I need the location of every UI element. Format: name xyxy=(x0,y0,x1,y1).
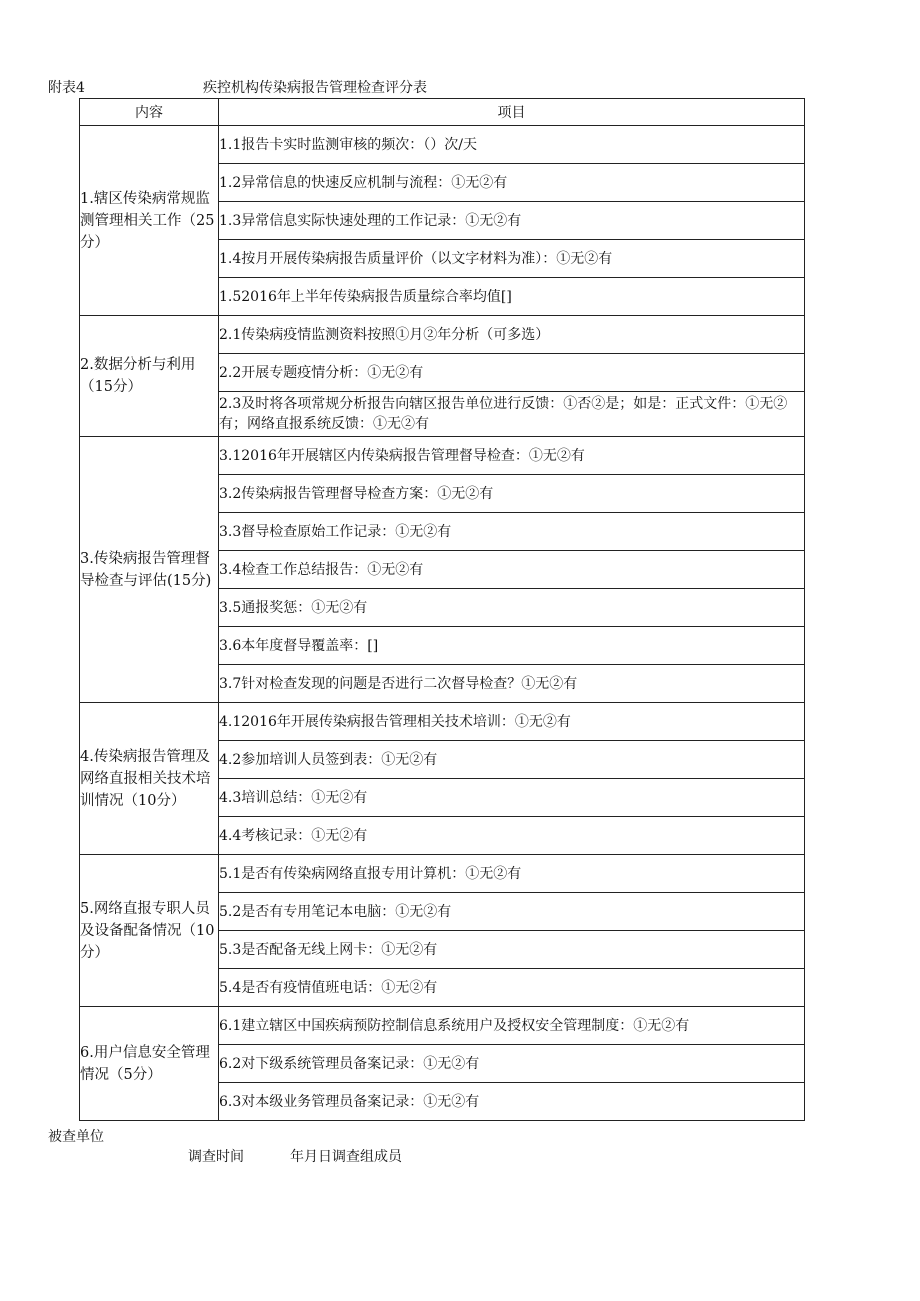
table-cell-item: 3.4检查工作总结报告：①无②有 xyxy=(219,551,805,589)
table-cell-item: 1.3异常信息实际快速处理的工作记录：①无②有 xyxy=(219,202,805,240)
table-cell-item: 1.52016年上半年传染病报告质量综合率均值[] xyxy=(219,278,805,316)
table-cell-item: 4.3培训总结：①无②有 xyxy=(219,779,805,817)
section-title: 5.网络直报专职人员及设备配备情况（10分） xyxy=(80,855,219,1007)
table-cell-item: 5.1是否有传染病网络直报专用计算机：①无②有 xyxy=(219,855,805,893)
table-cell-item: 3.2传染病报告管理督导检查方案：①无②有 xyxy=(219,475,805,513)
date-and-team-label: 年月日调查组成员 xyxy=(290,1149,402,1165)
form-title: 疾控机构传染病报告管理检查评分表 xyxy=(203,80,427,96)
survey-time-label: 调查时间 xyxy=(188,1149,244,1165)
table-cell-item: 6.2对下级系统管理员备案记录：①无②有 xyxy=(219,1045,805,1083)
inspected-unit-label: 被查单位 xyxy=(48,1129,104,1145)
score-table xyxy=(79,98,805,1121)
table-cell-item: 5.4是否有疫情值班电话：①无②有 xyxy=(219,969,805,1007)
table-cell-item: 2.1传染病疫情监测资料按照①月②年分析（可多选） xyxy=(219,316,805,354)
section-title: 2.数据分析与利用（15分） xyxy=(80,316,219,437)
table-cell-item: 1.1报告卡实时监测审核的频次：（）次/天 xyxy=(219,126,805,164)
table-cell-item: 3.5通报奖惩：①无②有 xyxy=(219,589,805,627)
table-cell-item: 3.3督导检查原始工作记录：①无②有 xyxy=(219,513,805,551)
section-title: 6.用户信息安全管理情况（5分） xyxy=(80,1007,219,1121)
column-header-content: 内容 xyxy=(80,99,219,126)
section-title: 4.传染病报告管理及网络直报相关技术培训情况（10分） xyxy=(80,703,219,855)
table-cell-item: 5.3是否配备无线上网卡：①无②有 xyxy=(219,931,805,969)
table-row xyxy=(80,316,805,354)
table-row xyxy=(80,855,805,893)
table-cell-item: 6.1建立辖区中国疾病预防控制信息系统用户及授权安全管理制度：①无②有 xyxy=(219,1007,805,1045)
table-cell-item: 4.4考核记录：①无②有 xyxy=(219,817,805,855)
table-cell-item: 4.2参加培训人员签到表：①无②有 xyxy=(219,741,805,779)
table-row xyxy=(80,703,805,741)
table-cell-item: 1.4按月开展传染病报告质量评价（以文字材料为准）：①无②有 xyxy=(219,240,805,278)
table-row xyxy=(80,437,805,475)
table-cell-item: 3.6本年度督导覆盖率：[] xyxy=(219,627,805,665)
table-cell-item: 5.2是否有专用笔记本电脑：①无②有 xyxy=(219,893,805,931)
table-cell-item: 3.7针对检查发现的问题是否进行二次督导检查？①无②有 xyxy=(219,665,805,703)
annex-label: 附表4 xyxy=(48,80,85,96)
section-title: 3.传染病报告管理督导检查与评估(15分) xyxy=(80,437,219,703)
table-cell-item: 4.12016年开展传染病报告管理相关技术培训：①无②有 xyxy=(219,703,805,741)
table-cell-item: 3.12016年开展辖区内传染病报告管理督导检查：①无②有 xyxy=(219,437,805,475)
table-row xyxy=(80,1007,805,1045)
table-row xyxy=(80,126,805,164)
section-title: 1.辖区传染病常规监测管理相关工作（25分） xyxy=(80,126,219,316)
table-cell-item: 1.2异常信息的快速反应机制与流程：①无②有 xyxy=(219,164,805,202)
column-header-item: 项目 xyxy=(219,99,805,126)
table-header-row xyxy=(80,99,805,126)
table-cell-item: 2.3及时将各项常规分析报告向辖区报告单位进行反馈：①否②是；如是：正式文件：①无②有；网络直报系统反馈：①无②有 xyxy=(219,392,805,437)
table-cell-item: 6.3对本级业务管理员备案记录：①无②有 xyxy=(219,1083,805,1121)
table-cell-item: 2.2开展专题疫情分析：①无②有 xyxy=(219,354,805,392)
